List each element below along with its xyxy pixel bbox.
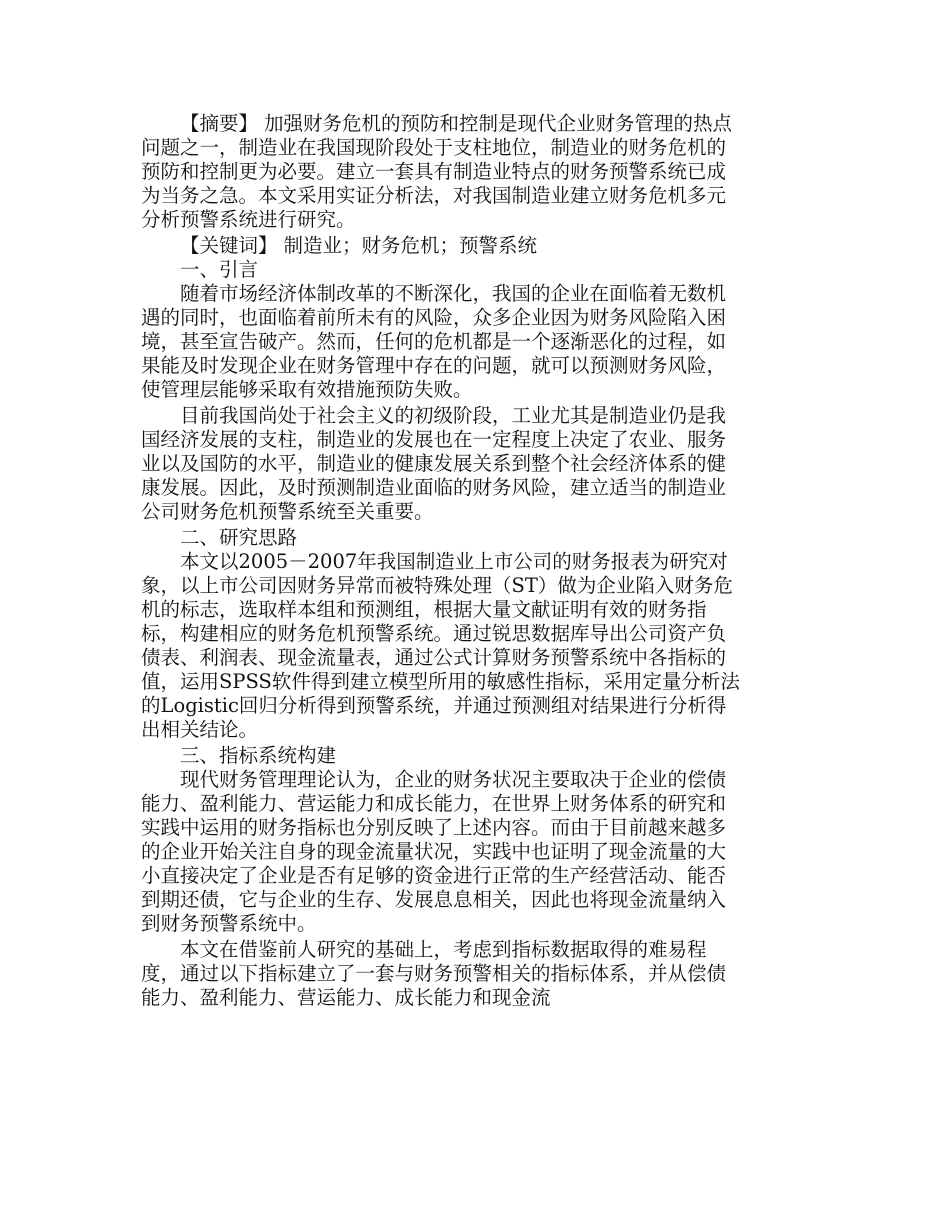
document-page [141, 112, 741, 1012]
body-paragraph: 随着市场经济体制改革的不断深化，我国的企业在面临着无数机遇的同时，也面临着前所未有的风险，众多企业因为财务风险陷入困境，甚至宣告破产。然而，任何的危机都是一个逐渐恶化的过程，如果能及时发现企业在财务管理中存在的问题，就可以预测财务风险，使管理层能够采取有效措施预防失败。 [141, 282, 727, 401]
keywords-text: 制造业；财务危机；预警系统 [283, 234, 538, 257]
body-paragraph: 现代财务管理理论认为，企业的财务状况主要取决于企业的偿债能力、盈利能力、营运能力和成长能力，在世界上财务体系的研究和实践中运用的财务指标也分别反映了上述内容。而由于目前越来越多的企业开始关注自身的现金流量状况，实践中也证明了现金流量的大小直接决定了企业是否有足够的资金进行正常的生产经营活动、能否到期还债，它与企业的生存、发展息息相关，因此也将现金流量纳入到财务预警系统中。 [141, 768, 727, 935]
section-heading-research-approach: 二、研究思路 [180, 526, 298, 549]
keywords-label: 【关键词】 [180, 234, 278, 257]
body-paragraph: 本文在借鉴前人研究的基础上，考虑到指标数据取得的难易程度，通过以下指标建立了一套与财务预警相关的指标体系，并从偿债能力、盈利能力、营运能力、成长能力和现金流 [141, 938, 727, 1009]
keywords-paragraph [141, 234, 741, 258]
section-heading-indicator-system: 三、指标系统构建 [180, 744, 337, 767]
body-paragraph: 本文以2005－2007年我国制造业上市公司的财务报表为研究对象，以上市公司因财务异常而被特殊处理（ST）做为企业陷入财务危机的标志，选取样本组和预测组，根据大量文献证明有效的财务指标，构建相应的财务危机预警系统。通过锐思数据库导出公司资产负债表、利润表、现金流量表，通过公式计算财务预警系统中各指标的值，运用SPSS软件得到建立模型所用的敏感性指标，采用定量分析法的Logistic回归分析得到预警系统，并通过预测组对结果进行分析得出相关结论。 [141, 550, 740, 741]
abstract-label: 【摘要】 [180, 112, 259, 135]
abstract-text: 加强财务危机的预防和控制是现代企业财务管理的热点问题之一，制造业在我国现阶段处于支柱地位，制造业的财务危机的预防和控制更为必要。建立一套具有制造业特点的财务预警系统已成为当务之急。本文采用实证分析法，对我国制造业建立财务危机多元分析预警系统进行研究。 [141, 112, 733, 231]
section-heading-introduction: 一、引言 [180, 258, 259, 281]
body-paragraph: 目前我国尚处于社会主义的初级阶段，工业尤其是制造业仍是我国经济发展的支柱，制造业的发展也在一定程度上决定了农业、服务业以及国防的水平，制造业的健康发展关系到整个社会经济体系的健康发展。因此，及时预测制造业面临的财务风险，建立适当的制造业公司财务危机预警系统至关重要。 [141, 404, 727, 523]
abstract-paragraph [141, 112, 741, 232]
